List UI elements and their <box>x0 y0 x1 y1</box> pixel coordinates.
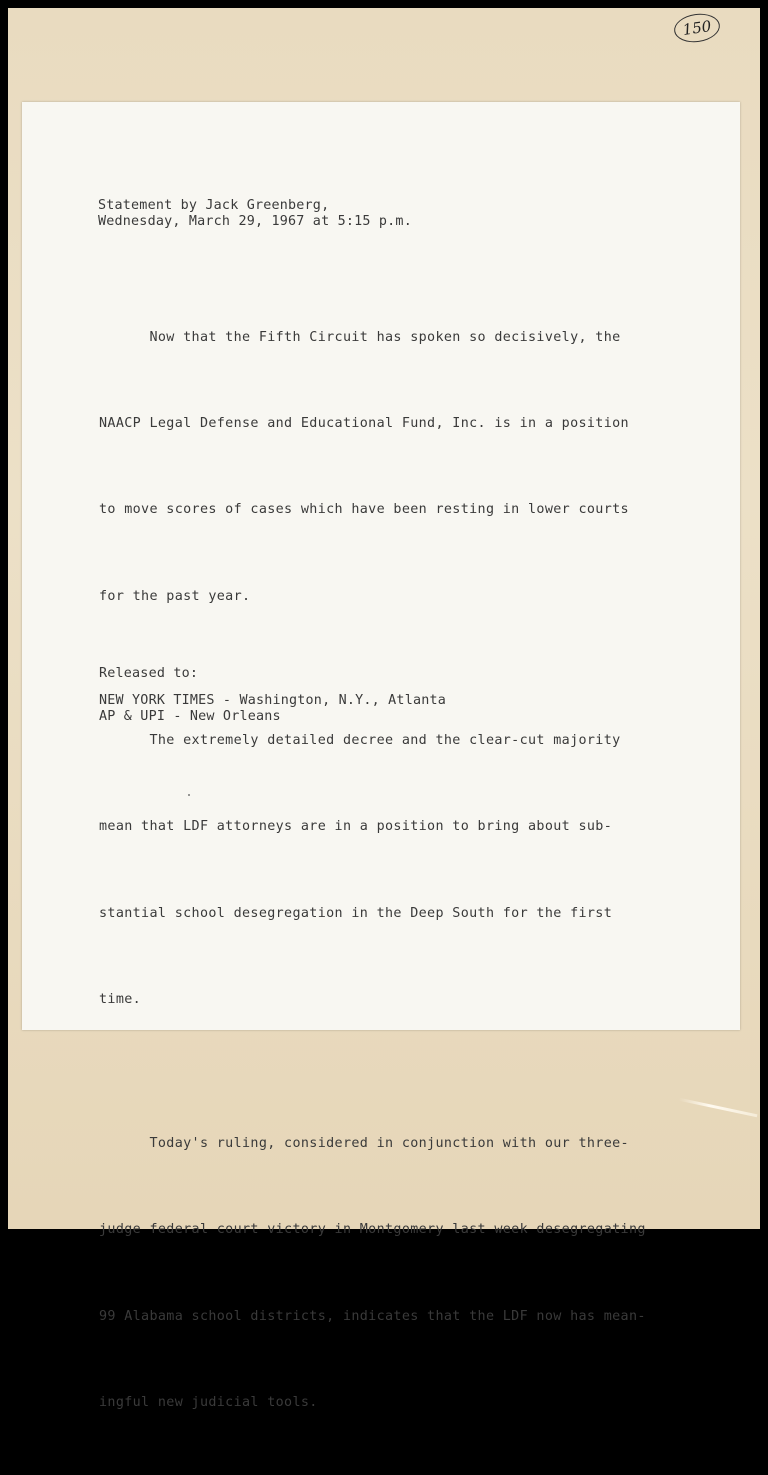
paragraph-line: stantial school desegregation in the Deep South for the first <box>99 905 613 921</box>
paragraph-line: The extremely detailed decree and the clear-cut majority <box>99 732 621 748</box>
paragraph-line: Now that the Fifth Circuit has spoken so decisively, the <box>99 329 621 345</box>
paper-speck <box>188 794 190 796</box>
document-sheet <box>22 102 740 1411</box>
paragraph-2 <box>99 669 679 1072</box>
paragraph-line: ingful new judicial tools. <box>99 1395 318 1411</box>
statement-header <box>98 198 412 230</box>
paragraph-line: Today's ruling, considered in conjunction with our three- <box>99 1135 629 1151</box>
paragraph-line: time. <box>99 991 142 1007</box>
paragraph-line: 99 Alabama school districts, indicates that the LDF now has mean- <box>99 1308 646 1324</box>
paragraph-line: mean that LDF attorneys are in a position to bring about sub- <box>99 819 613 835</box>
paragraph-line: judge federal court victory in Montgomery last week desegregating <box>99 1222 646 1238</box>
paragraph-line: NAACP Legal Defense and Educational Fund, Inc. is in a position <box>99 415 629 431</box>
paragraph-3 <box>99 1072 679 1475</box>
header-author-line: Statement by Jack Greenberg, <box>98 198 330 213</box>
paragraph-1 <box>99 266 679 669</box>
paragraph-line: for the past year. <box>99 588 251 604</box>
released-outlet-2: AP & UPI - New Orleans <box>99 709 281 724</box>
paragraph-line: to move scores of cases which have been resting in lower courts <box>99 502 629 518</box>
statement-body <box>99 266 679 1475</box>
released-label: Released to: <box>99 666 199 681</box>
release-distribution <box>99 666 446 725</box>
page-number-annotation: 150 <box>672 11 721 45</box>
header-date-line: Wednesday, March 29, 1967 at 5:15 p.m. <box>98 214 412 229</box>
released-outlet-1: NEW YORK TIMES - Washington, N.Y., Atlanta <box>99 693 446 708</box>
